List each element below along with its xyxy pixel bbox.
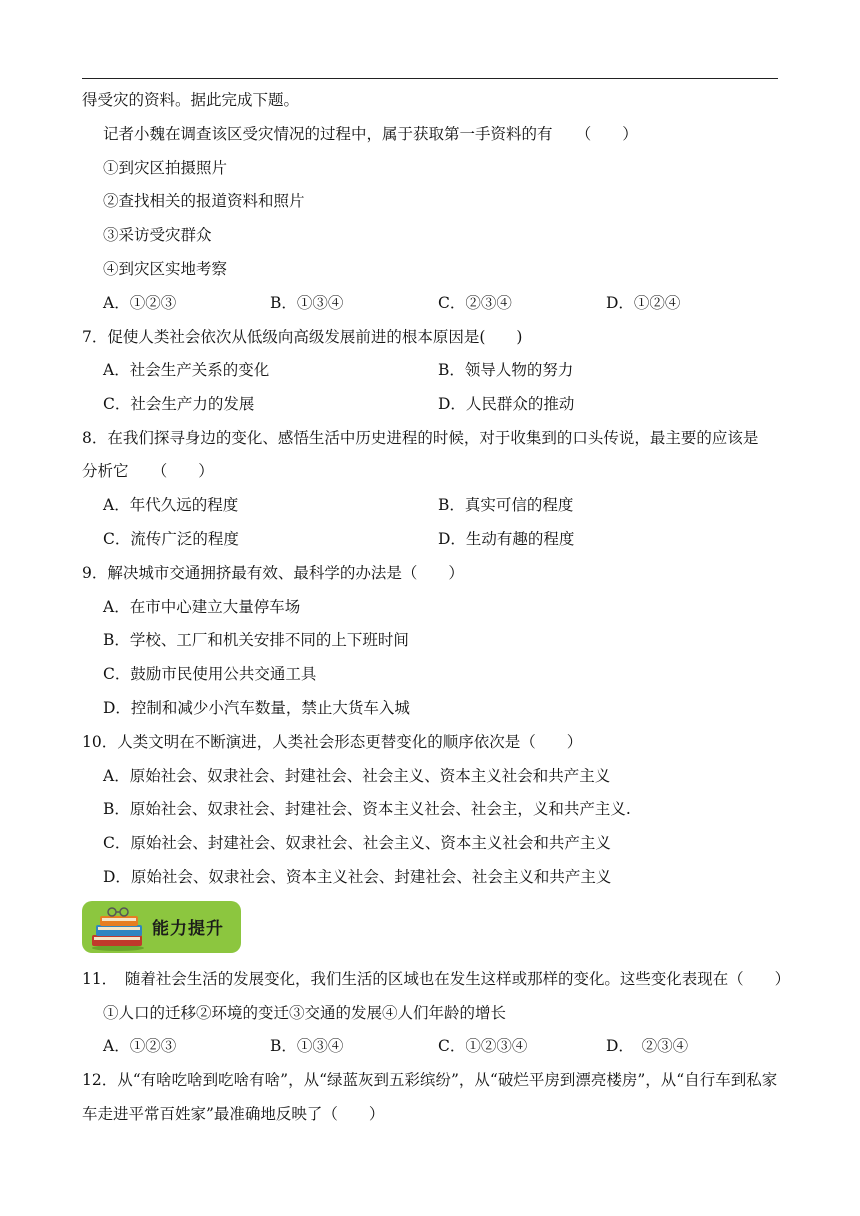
q6-item-3: ③采访受灾群众: [103, 226, 212, 244]
q11-option-a: A．①②③: [103, 1037, 177, 1055]
q11-option-d: D． ②③④: [606, 1037, 689, 1055]
q11-option-b: B．①③④: [270, 1037, 344, 1055]
q7-option-c: C．社会生产力的发展: [103, 395, 255, 413]
intro-text: 得受灾的资料。据此完成下题。: [82, 91, 300, 109]
q9-stem: 9．解决城市交通拥挤最有效、最科学的办法是（ ）: [82, 564, 464, 582]
q9-option-a: A．在市中心建立大量停车场: [103, 598, 301, 616]
q8-option-d: D．生动有趣的程度: [438, 530, 575, 548]
q8-option-a: A．年代久远的程度: [103, 496, 239, 514]
q8-stem-line-1: 8．在我们探寻身边的变化、感悟生活中历史进程的时候，对于收集到的口头传说，最主要的应该是: [82, 429, 759, 447]
q6-item-4: ④到灾区实地考察: [103, 260, 228, 278]
q10-option-c: C．原始社会、封建社会、奴隶社会、社会主义、资本主义社会和共产主义: [103, 834, 611, 852]
q12-stem-line-1: 12．从“有啥吃啥到吃啥有啥”，从“绿蓝灰到五彩缤纷”，从“破烂平房到漂亮楼房”，从“自行车到私家: [82, 1071, 778, 1089]
q10-option-b: B．原始社会、奴隶社会、封建社会、资本主义社会、社会主，义和共产主义.: [103, 800, 631, 818]
header-rule: [82, 78, 778, 79]
q11-stem: 11． 随着社会生活的发展变化，我们生活的区域也在发生这样或那样的变化。这些变化表现在（ ）: [82, 970, 791, 988]
q8-option-b: B．真实可信的程度: [438, 496, 574, 514]
q12-stem-line-2: 车走进平常百姓家”最准确地反映了（ ）: [82, 1105, 385, 1123]
q11-option-c: C．①②③④: [438, 1037, 528, 1055]
q7-option-a: A．社会生产关系的变化: [103, 361, 270, 379]
section-badge-label: 能力提升: [152, 919, 224, 939]
q9-option-c: C．鼓励市民使用公共交通工具: [103, 665, 317, 683]
q9-option-b: B．学校、工厂和机关安排不同的上下班时间: [103, 631, 409, 649]
q6-option-b: B．①③④: [270, 294, 344, 312]
q6-item-2: ②查找相关的报道资料和照片: [103, 192, 305, 210]
q6-option-a: A．①②③: [103, 294, 177, 312]
q7-option-d: D．人民群众的推动: [438, 395, 575, 413]
books-icon: [88, 905, 148, 951]
q6-item-1: ①到灾区拍摄照片: [103, 159, 228, 177]
q8-stem-line-2: 分析它 （ ）: [82, 462, 214, 480]
q10-option-d: D．原始社会、奴隶社会、资本主义社会、封建社会、社会主义和共产主义: [103, 868, 612, 886]
q6-stem: 记者小魏在调查该区受灾情况的过程中，属于获取第一手资料的有 （ ）: [103, 125, 638, 143]
q6-option-c: C．②③④: [438, 294, 512, 312]
q7-stem: 7．促使人类社会依次从低级向高级发展前进的根本原因是( ): [82, 328, 523, 346]
q10-option-a: A．原始社会、奴隶社会、封建社会、社会主义、资本主义社会和共产主义: [103, 767, 611, 785]
q7-option-b: B．领导人物的努力: [438, 361, 574, 379]
section-badge: [82, 901, 241, 953]
q11-items: ①人口的迁移②环境的变迁③交通的发展④人们年龄的增长: [103, 1004, 507, 1022]
q10-stem: 10．人类文明在不断演进，人类社会形态更替变化的顺序依次是（ ）: [82, 733, 583, 751]
q8-option-c: C．流传广泛的程度: [103, 530, 239, 548]
q6-option-d: D．①②④: [606, 294, 681, 312]
q9-option-d: D．控制和减少小汽车数量，禁止大货车入城: [103, 699, 410, 717]
